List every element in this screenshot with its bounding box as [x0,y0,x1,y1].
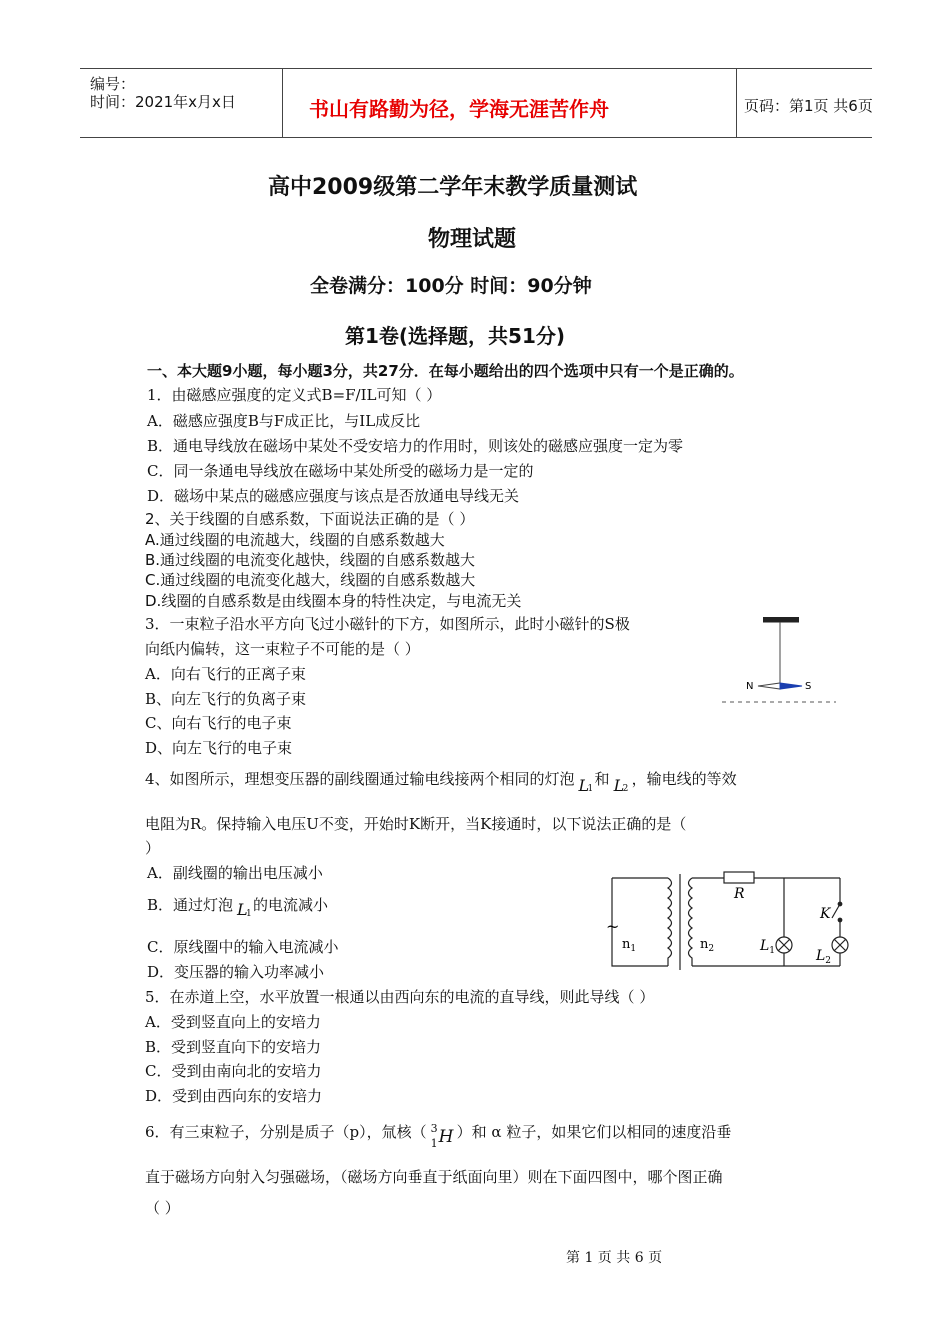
label-k: K [820,906,831,922]
q1-option-d: D．磁场中某点的磁感应强度与该点是否放通电导线无关 [147,487,520,505]
q5-option-c: C．受到由南向北的安培力 [145,1062,322,1080]
header-left-cell [80,69,282,137]
label-n: N [746,681,754,692]
secondary-coil [689,878,693,966]
resistor-r [724,872,754,883]
q2-option-d: D.线圈的自感系数是由线圈本身的特性决定，与电流无关 [145,592,522,610]
ceiling-support [763,617,799,622]
page-label: 页码：第1页 共6页 [744,97,873,115]
q6-stem-line2: 直于磁场方向射入匀强磁场，（磁场方向垂直于纸面向里）则在下面四图中，哪个图正确 [145,1168,723,1186]
document-header [80,68,872,138]
main-title: 高中2009级第二学年末教学质量测试 [268,175,638,200]
page-footer: 第 1 页 共 6 页 [566,1250,663,1266]
q4-option-c: C．原线圈中的输入电流减小 [147,938,339,956]
q1-option-a: A．磁感应强度B与F成正比，与IL成反比 [147,412,421,430]
q2-option-b: B.通过线圈的电流变化越快，线圈的自感系数越大 [145,551,476,569]
q5-option-d: D．受到由西向东的安培力 [145,1087,323,1105]
label-r: R [734,886,745,902]
header-motto-cell [282,69,737,137]
q4-stem-line1: 4、如图所示，理想变压器的副线圈通过输电线接两个相同的灯泡 L 1 和 L 2 ，输电线的等效 [145,770,737,795]
q5-option-a: A．受到竖直向上的安培力 [145,1013,321,1031]
q3-option-c: C、向右飞行的电子束 [145,714,292,732]
q4-stem-line2: 电阻为R。保持输入电压U不变，开始时K断开，当K接通时，以下说法正确的是（ [145,815,687,833]
q4-stem-part1: 4、如图所示，理想变压器的副线圈通过输电线接两个相同的灯泡 [145,770,575,788]
q2-option-a: A.通过线圈的电流越大，线圈的自感系数越大 [145,531,445,549]
label-l1: $L_1$ [760,938,776,956]
q1-stem: 1．由磁感应强度的定义式B=F/IL可知（ ） [147,386,442,404]
q5-stem: 5．在赤道上空，水平放置一根通以由西向东的电流的直导线，则此导线（ ） [145,988,655,1006]
switch-k [832,904,840,918]
q5-option-b: B．受到竖直向下的安培力 [145,1038,322,1056]
time-label: 时间：2021年x月x日 [90,93,236,111]
volume-title: 第1卷(选择题，共51分) [345,324,566,348]
compass-needle-figure [718,612,838,708]
q2-stem: 2、关于线圈的自感系数，下面说法正确的是（ ） [145,510,475,528]
needle-s-half [780,683,802,689]
primary-coil [668,878,672,966]
subject-title: 物理试题 [428,227,517,252]
section-heading: 一、本大题9小题，每小题3分，共27分．在每小题给出的四个选项中只有一个是正确的。 [147,362,744,380]
label-n1: $n_1$ [622,937,637,954]
q1-option-b: B．通电导线放在磁场中某处不受安培力的作用时，则该处的磁感应强度一定为零 [147,437,684,455]
transformer-circuit-figure [604,866,856,974]
serial-label: 编号： [90,75,136,93]
exam-info: 全卷满分：100分 时间：90分钟 [310,275,592,297]
q4-and: 和 [594,770,610,788]
header-right-cell [736,69,872,137]
q4-option-a: A．副线圈的输出电压减小 [147,864,323,882]
motto: 书山有路勤为径，学海无涯苦作舟 [309,97,609,121]
q2-option-c: C.通过线圈的电流变化越大，线圈的自感系数越大 [145,571,476,589]
q4-option-b: B．通过灯泡 L 1 的电流减小 [147,896,329,919]
q3-option-d: D、向左飞行的电子束 [145,739,293,757]
q4-option-d: D．变压器的输入功率减小 [147,963,325,981]
q3-option-a: A．向右飞行的正离子束 [145,665,306,683]
label-l2: $L_2$ [816,948,832,966]
q3-stem-line2: 向纸内偏转，这一束粒子不可能的是（ ） [145,640,420,658]
q1-option-c: C．同一条通电导线放在磁场中某处所受的磁场力是一定的 [147,462,534,480]
q4-stem-line3: ） [145,839,161,857]
q4-stem-part2: ，输电线的等效 [631,770,737,788]
q6-stem-line1: 6．有三束粒子，分别是质子（p），氚核（ 3 1 H ）和 α 粒子，如果它们以相同的速度沿垂 [145,1122,732,1150]
q3-option-b: B、向左飞行的负离子束 [145,690,307,708]
needle-n-half [758,683,780,689]
label-s: S [805,681,812,692]
label-n2: $n_2$ [700,937,715,954]
ac-source-symbol: ~ [606,917,620,936]
q3-stem-line1: 3．一束粒子沿水平方向飞过小磁针的下方，如图所示，此时小磁针的S极 [145,615,630,633]
q6-stem-line3: （ ） [145,1199,180,1217]
